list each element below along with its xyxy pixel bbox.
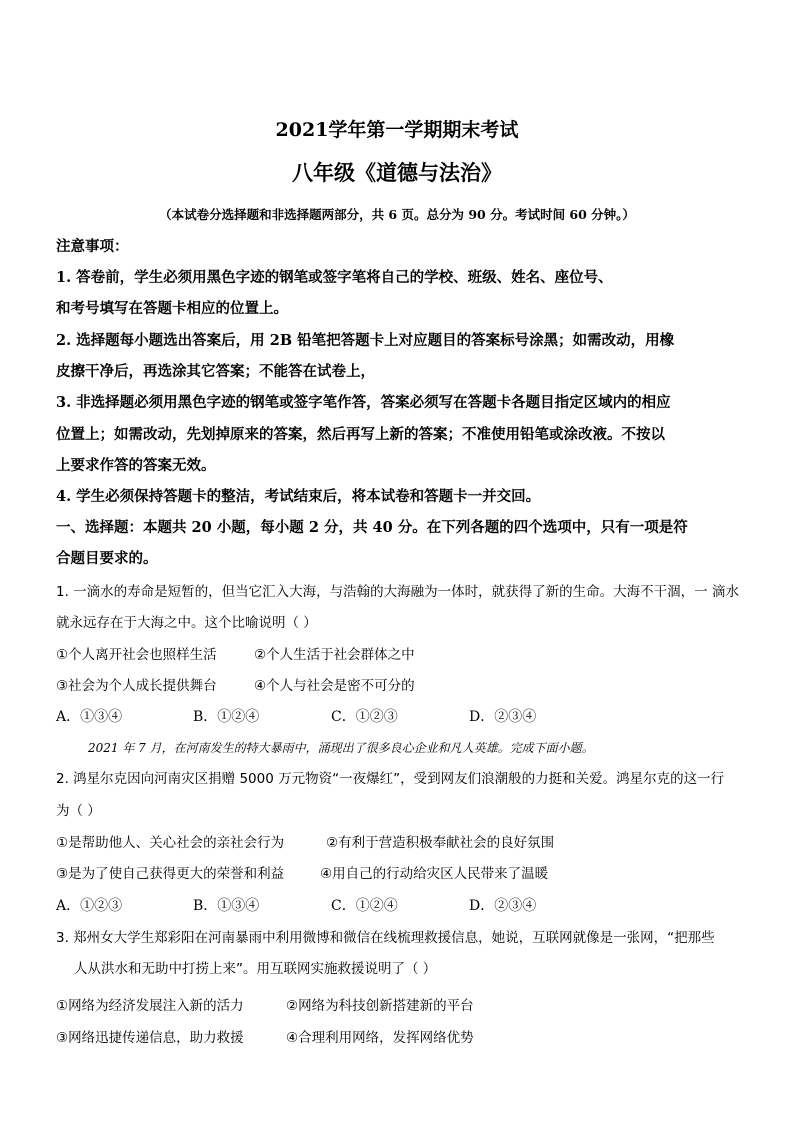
q3-statement: ①网络为经济发展注入新的活力 <box>56 998 244 1014</box>
q2-statement: ④用自己的行动给灾区人民带来了温暖 <box>320 866 549 882</box>
exam-note: （本试卷分选择题和非选择题两部分，共 6 页。总分为 90 分。考试时间 60 分钟。） <box>159 207 635 222</box>
q3-stem-cont: 人从洪水和无助中打捞上来”。用互联网实施救援说明了（ ） <box>74 961 437 977</box>
q1-option-a: A．①③④ <box>56 709 123 725</box>
instruction-line: 皮擦干净后，再选涂其它答案；不能答在试卷上， <box>56 363 375 380</box>
q2-option-a: A．①②③ <box>56 898 123 914</box>
instruction-line: 1. 答卷前，学生必须用黑色字迹的钢笔或签字笔将自己的学校、班级、姓名、座位号、 <box>56 269 613 286</box>
q3-stem: 3. 郑州女大学生郑彩阳在河南暴雨中利用微博和微信在线梳理救援信息，她说，互联网就像是一张网，“把那些 <box>56 930 715 946</box>
section-heading: 一、选择题：本题共 20 小题，每小题 2 分，共 40 分。在下列各题的四个选项中，只有一项是符 <box>56 519 688 536</box>
q2-option-c: C．①②④ <box>331 898 398 914</box>
instruction-line: 位置上；如需改动，先划掉原来的答案，然后再写上新的答案；不准使用铅笔或涂改液。不按以 <box>56 426 665 443</box>
q3-statement: ②网络为科技创新搭建新的平台 <box>286 998 474 1014</box>
q1-option-d: D．②③④ <box>469 709 537 725</box>
q1-stem-cont: 就永远存在于大海之中。这个比喻说明（ ） <box>56 615 317 631</box>
q1-option-c: C．①②③ <box>331 709 398 725</box>
instruction-line: 3. 非选择题必须用黑色字迹的钢笔或签字笔作答，答案必须写在答题卡各题目指定区域内的相应 <box>56 394 671 411</box>
q1-statement: ①个人离开社会也照样生活 <box>56 647 217 663</box>
q2-stem-cont: 为（ ） <box>56 803 101 819</box>
exam-subject: 八年级《道德与法治》 <box>292 160 502 185</box>
q2-stem: 2. 鸿星尔克因向河南灾区捐赠 5000 万元物资“一夜爆红”，受到网友们浪潮般的力挺和关爱。鸿星尔克的这一行 <box>56 771 725 787</box>
q1-statement: ②个人生活于社会群体之中 <box>254 647 415 663</box>
q1-statement: ③社会为个人成长提供舞台 <box>56 678 217 694</box>
q3-statement: ④合理利用网络，发挥网络优势 <box>286 1030 474 1046</box>
instructions-heading: 注意事项： <box>56 238 129 255</box>
q1-option-b: B．①②④ <box>193 709 260 725</box>
instruction-line: 上要求作答的答案无效。 <box>56 457 216 474</box>
q1-statement: ④个人与社会是密不可分的 <box>254 678 415 694</box>
instruction-line: 和考号填写在答题卡相应的位置上。 <box>56 300 288 317</box>
q2-statement: ①是帮助他人、关心社会的亲社会行为 <box>56 835 285 851</box>
q3-statement: ③网络迅捷传递信息，助力救援 <box>56 1030 244 1046</box>
q2-statement: ③是为了使自己获得更大的荣誉和利益 <box>56 866 285 882</box>
q2-statement: ②有利于营造积极奉献社会的良好氛围 <box>326 835 555 851</box>
exam-title: 2021学年第一学期期末考试 <box>275 119 519 141</box>
section-heading-cont: 合题目要求的。 <box>56 550 158 567</box>
instruction-line: 4. 学生必须保持答题卡的整洁，考试结束后，将本试卷和答题卡一并交回。 <box>56 488 541 505</box>
q2-option-b: B．①③④ <box>193 898 260 914</box>
instruction-line: 2. 选择题每小题选出答案后，用 2B 铅笔把答题卡上对应题目的答案标号涂黑；如需改动，用橡 <box>56 332 675 349</box>
q1-stem: 1. 一滴水的寿命是短暂的，但当它汇入大海，与浩翰的大海融为一体时，就获得了新的生命。大海不干涸，一 滴水 <box>56 584 739 600</box>
q2-option-d: D．②③④ <box>469 898 537 914</box>
passage-intro: 2021 年 7 月，在河南发生的特大暴雨中，涌现出了很多良心企业和凡人英雄。完成下面小题。 <box>88 741 594 755</box>
